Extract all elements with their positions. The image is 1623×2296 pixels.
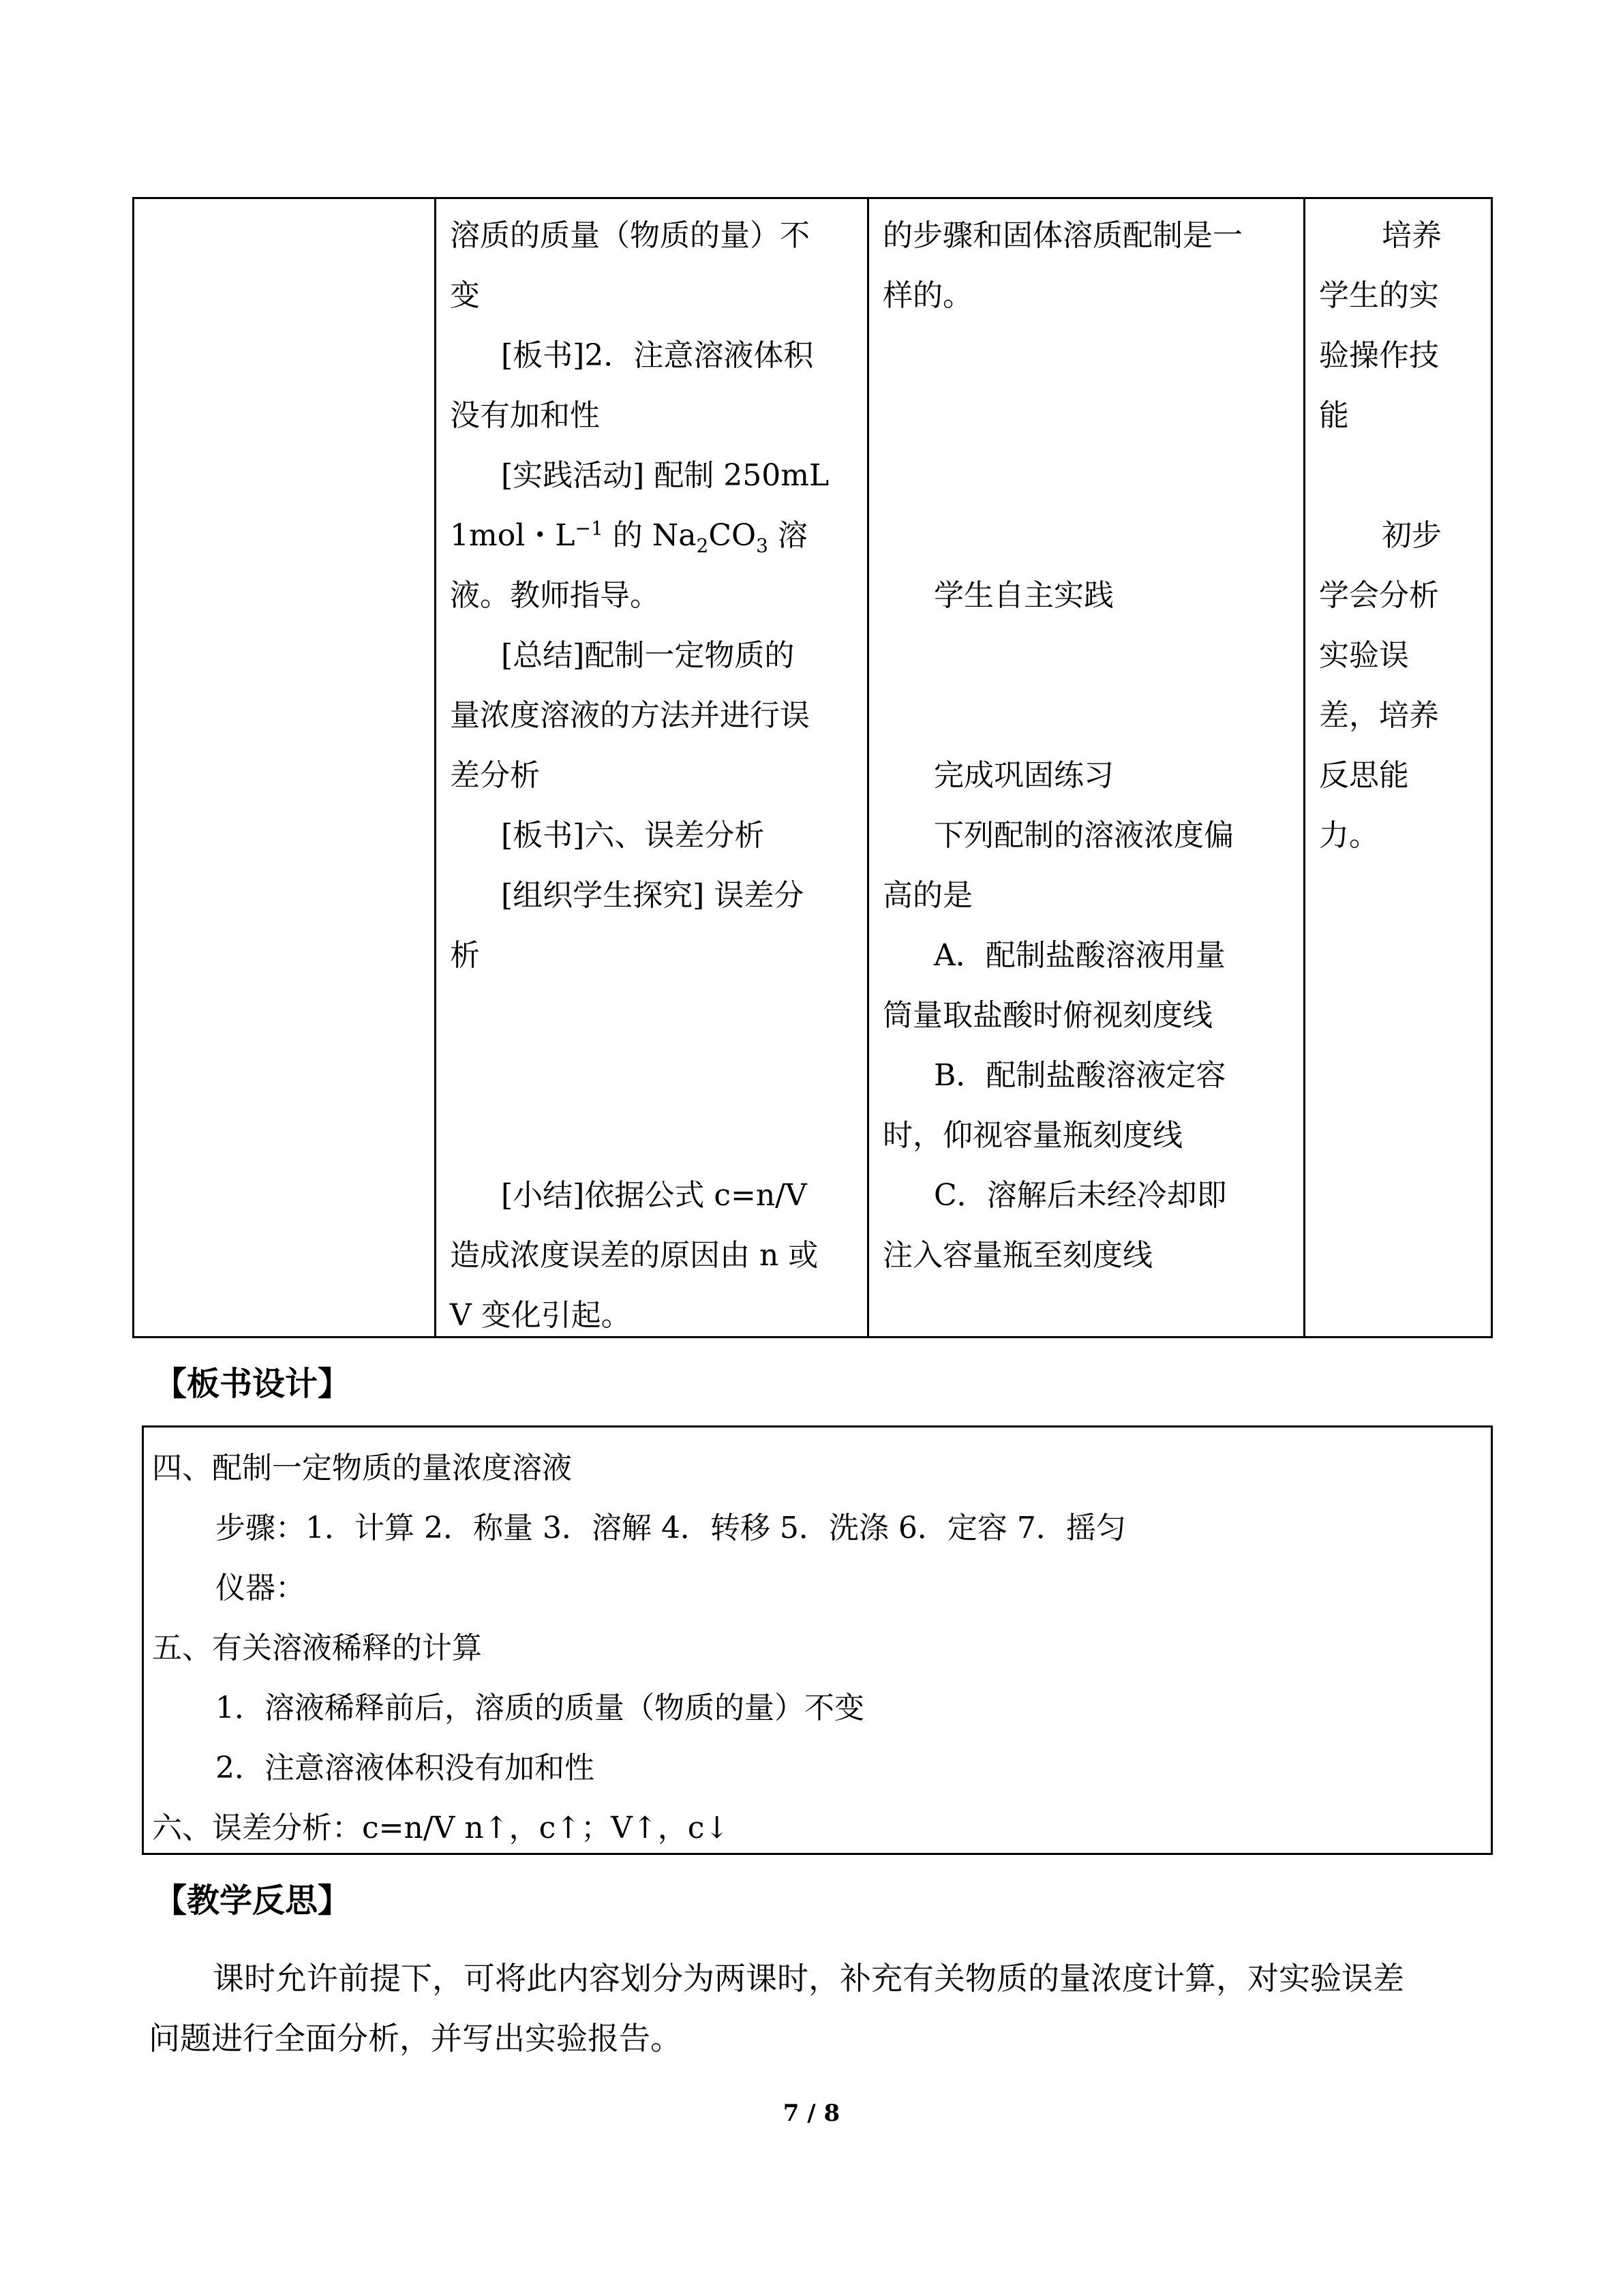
board-design-box [142,1425,1493,1855]
table-col-teacher-activity [434,199,867,1336]
intent-line: 差，培养 [1319,698,1439,733]
student-line: C．溶解后未经冷却即 [934,1178,1227,1213]
student-line: 下列配制的溶液浓度偏 [934,818,1234,853]
student-line: 的步骤和固体溶质配制是一 [883,218,1243,253]
table-col-student-activity [867,199,1303,1336]
table-col-1 [134,199,434,1336]
student-line: A．配制盐酸溶液用量 [934,938,1226,973]
teacher-line: [板书]六、误差分析 [501,818,765,853]
teacher-line: V 变化引起。 [450,1298,631,1333]
teacher-line: [组织学生探究] 误差分 [501,878,804,913]
teacher-line: 变 [450,278,480,313]
intent-line: 验操作技 [1319,338,1439,373]
intent-line: 学会分析 [1319,578,1439,613]
teacher-line: 没有加和性 [450,398,600,433]
intent-line: 实验误 [1319,638,1409,673]
reflection-text: 问题进行全面分析，并写出实验报告。 [149,2020,682,2057]
teacher-line: 量浓度溶液的方法并进行误 [450,698,810,733]
teacher-line: [实践活动] 配制 250mL [501,458,830,493]
intent-line: 培养 [1382,218,1442,253]
reflection-heading: 【教学反思】 [154,1882,351,1920]
teacher-line: 差分析 [450,758,540,793]
board-line: 五、有关溶液稀释的计算 [152,1631,482,1665]
student-line: 时，仰视容量瓶刻度线 [883,1118,1183,1153]
student-line: B．配制盐酸溶液定容 [934,1058,1226,1093]
student-line: 筒量取盐酸时俯视刻度线 [883,998,1213,1033]
teacher-line: 析 [450,938,480,973]
page-number: 7 / 8 [783,2100,840,2127]
board-line: 步骤：1．计算 2．称量 3．溶解 4．转移 5．洗涤 6．定容 7．摇匀 [215,1511,1126,1545]
student-line: 高的是 [883,878,973,913]
intent-line: 力。 [1319,818,1379,853]
student-line: 注入容量瓶至刻度线 [883,1238,1153,1273]
board-line: 2．注意溶液体积没有加和性 [215,1751,594,1785]
teacher-line: [小结]依据公式 c=n/V [501,1178,807,1213]
teacher-line: [总结]配制一定物质的 [501,638,795,673]
teacher-line: 造成浓度误差的原因由 n 或 [450,1238,819,1273]
board-line: 1．溶液稀释前后，溶质的质量（物质的量）不变 [215,1691,864,1725]
intent-line: 初步 [1382,518,1442,553]
formula-line: 1mol・$L^{-1}$ 的 $Na_2CO_3$ 溶 [450,517,808,557]
student-line: 完成巩固练习 [934,758,1114,793]
board-line: 仪器： [215,1571,305,1605]
board-line: 六、误差分析：c=n/V n↑，c↑；V↑，c↓ [152,1811,730,1845]
lesson-table [132,197,1493,1338]
teacher-line: 溶质的质量（物质的量）不 [450,218,810,253]
intent-line: 能 [1319,398,1349,433]
board-line: 四、配制一定物质的量浓度溶液 [152,1451,572,1485]
intent-line: 学生的实 [1319,278,1439,313]
student-line: 样的。 [883,278,973,313]
intent-line: 反思能 [1319,758,1409,793]
table-col-design-intent [1303,199,1491,1336]
teacher-line: 液。教师指导。 [450,578,660,613]
student-line: 学生自主实践 [934,578,1114,613]
reflection-text: 课时允许前提下，可将此内容划分为两课时，补充有关物质的量浓度计算，对实验误差 [213,1960,1404,1997]
teacher-line: [板书]2．注意溶液体积 [501,338,814,373]
board-design-heading: 【板书设计】 [154,1365,351,1403]
